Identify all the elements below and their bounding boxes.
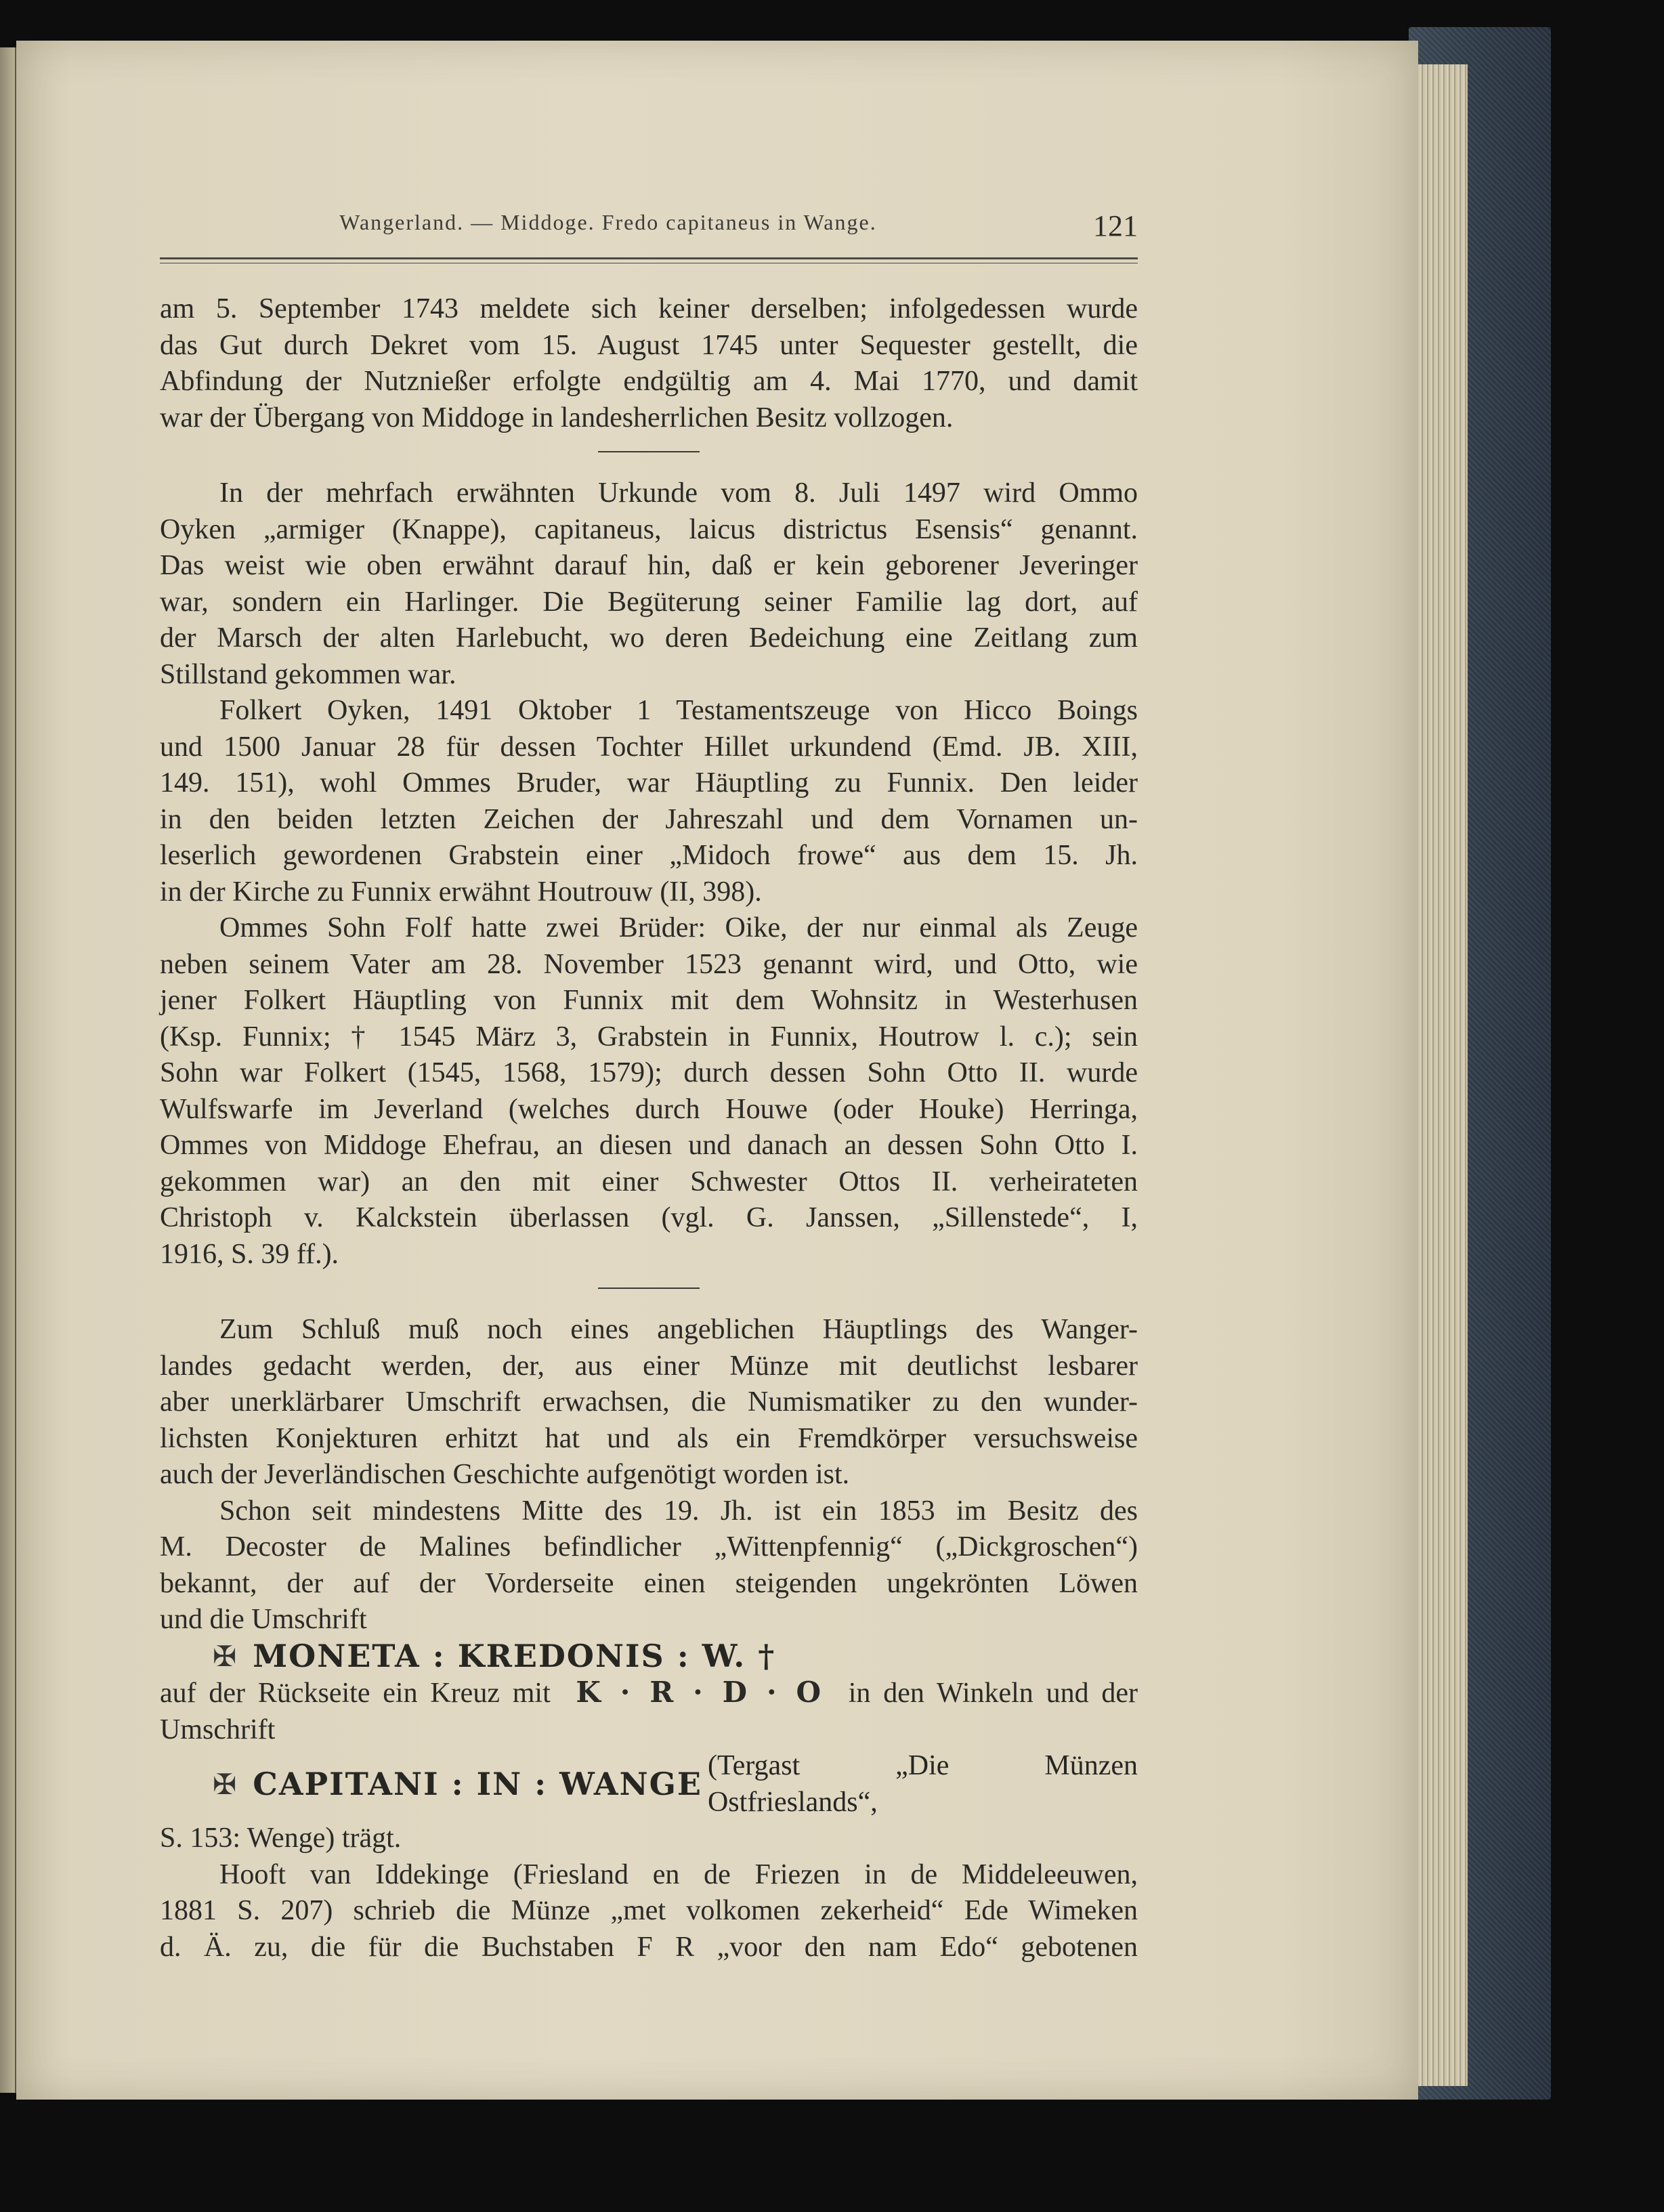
text-line: war, sondern ein Harlinger. Die Begüterung seiner Familie lag dort, auf <box>160 586 1138 618</box>
facing-page-edge <box>0 47 16 2093</box>
text-line: leserlich gewordenen Grabstein einer „Midoch frowe“ aus dem 15. Jh. <box>160 840 1138 871</box>
text-line: Hooft van Iddekinge (Friesland en de Friezen in de Middeleeuwen, <box>219 1858 1138 1890</box>
text-line: (Ksp. Funnix; † 1545 März 3, Grabstein in Funnix, Houtrow l. c.); sein <box>160 1021 1138 1052</box>
page-header <box>160 203 1138 259</box>
text-line: Christoph v. Kalckstein überlassen (vgl. G. Janssen, „Sillenstede“, I, <box>160 1202 1138 1233</box>
text-line: in der Kirche zu Funnix erwähnt Houtrouw (II, 398). <box>160 876 762 908</box>
text-line: M. Decoster de Malines befindlicher „Wittenpfennig“ („Dickgroschen“) <box>160 1531 1138 1562</box>
text-line: Stillstand gekommen war. <box>160 658 456 690</box>
text-line-reverse <box>160 1674 1138 1712</box>
scan-background <box>16 2100 1554 2212</box>
text-segment: auf der Rückseite ein Kreuz mit <box>160 1678 551 1709</box>
text-line: in den beiden letzten Zeichen der Jahreszahl und dem Vornamen un- <box>160 803 1138 835</box>
text-line: 1881 S. 207) schrieb die Münze „met volkomen zekerheid“ Ede Wimeken <box>160 1895 1138 1926</box>
text-line: landes gedacht werden, der, aus einer Münze mit deutlichst lesbarer <box>160 1350 1138 1382</box>
paragraph-4 <box>160 910 1138 1273</box>
paragraph-1 <box>160 291 1138 436</box>
section-divider <box>598 1288 700 1289</box>
running-head: Wangerland. — Middoge. Fredo capitaneus in Wange. <box>339 210 877 234</box>
paragraph-2 <box>160 475 1138 693</box>
text-line: Schon seit mindestens Mitte des 19. Jh. ist ein 1853 im Besitz des <box>219 1495 1138 1527</box>
cross-mark-icon: ✠ <box>213 1767 238 1801</box>
legend-tail-text: (Tergast „Die Münzen Ostfrieslands“, <box>707 1750 1138 1818</box>
page-number: 121 <box>1093 209 1138 242</box>
section-divider <box>598 451 700 452</box>
text-line: das Gut durch Dekret vom 15. August 1745 unter Sequester gestellt, die <box>160 329 1138 361</box>
text-line: am 5. September 1743 meldete sich keiner derselben; infolgedessen wurde <box>160 293 1138 324</box>
paragraph-9 <box>160 1857 1138 1966</box>
text-line: war der Übergang von Middoge in landesherrlichen Besitz vollzogen. <box>160 402 954 433</box>
legend-text: CAPITANI : IN : WANGE <box>253 1765 702 1802</box>
text-line: Ommes von Middoge Ehefrau, an diesen und danach an dessen Sohn Otto I. <box>160 1130 1138 1161</box>
text-line: neben seinem Vater am 28. November 1523 genannt wird, und Otto, wie <box>160 948 1138 980</box>
paragraph-5 <box>160 1312 1138 1493</box>
text-line: und die Umschrift <box>160 1604 367 1635</box>
cross-letters: K · R · D · O <box>576 1676 824 1709</box>
legend-text: MONETA : KREDONIS : W. † <box>253 1637 776 1674</box>
text-line: d. Ä. zu, die für die Buchstaben F R „voor den nam Edo“ gebotenen <box>160 1931 1138 1963</box>
text-line: gekommen war) an den mit einer Schwester Ottos II. verheirateten <box>160 1166 1138 1197</box>
text-line: 149. 151), wohl Ommes Bruder, war Häuptling zu Funnix. Den leider <box>160 767 1138 799</box>
text-line: S. 153: Wenge) trägt. <box>160 1823 402 1854</box>
text-line: Abfindung der Nutznießer erfolgte endgültig am 4. Mai 1770, und damit <box>160 366 1138 397</box>
text-line: Das weist wie oben erwähnt darauf hin, daß er kein geborener Jeveringer <box>160 550 1138 581</box>
text-line: Oyken „armiger (Knappe), capitaneus, laicus districtus Esensis“ genannt. <box>160 513 1138 545</box>
coin-legend-reverse <box>160 1748 1138 1821</box>
cross-mark-icon: ✠ <box>213 1639 238 1673</box>
text-line: Umschrift <box>160 1714 276 1745</box>
text-line: Sohn war Folkert (1545, 1568, 1579); durch dessen Sohn Otto II. wurde <box>160 1057 1138 1088</box>
text-segment: in den Winkeln und der <box>848 1678 1138 1709</box>
page-body <box>160 291 1138 1965</box>
text-line: der Marsch der alten Harlebucht, wo deren Bedeichung eine Zeitlang zum <box>160 622 1138 654</box>
text-line: auch der Jeverländischen Geschichte aufgenötigt worden ist. <box>160 1459 850 1490</box>
text-line: 1916, S. 39 ff.). <box>160 1238 339 1270</box>
text-line: In der mehrfach erwähnten Urkunde vom 8. Juli 1497 wird Ommo <box>219 477 1138 509</box>
coin-legend-obverse <box>160 1638 1138 1675</box>
text-line: bekannt, der auf der Vorderseite einen steigenden ungekrönten Löwen <box>160 1567 1138 1599</box>
text-line: jener Folkert Häuptling von Funnix mit dem Wohnsitz in Westerhusen <box>160 985 1138 1016</box>
paragraph-3 <box>160 693 1138 910</box>
text-line: Zum Schluß muß noch eines angeblichen Häuptlings des Wanger- <box>219 1314 1138 1345</box>
text-line: lichsten Konjekturen erhitzt hat und als ein Fremdkörper versuchsweise <box>160 1422 1138 1454</box>
text-line: Ommes Sohn Folf hatte zwei Brüder: Oike, der nur einmal als Zeuge <box>219 912 1138 943</box>
text-line: aber unerklärbarer Umschrift erwachsen, die Numismatiker zu den wunder- <box>160 1386 1138 1418</box>
text-line: Folkert Oyken, 1491 Oktober 1 Testamentszeuge von Hicco Boings <box>219 695 1138 726</box>
text-line: und 1500 Januar 28 für dessen Tochter Hillet urkundend (Emd. JB. XIII, <box>160 731 1138 763</box>
paragraph-6 <box>160 1493 1138 1638</box>
text-line: Wulfswarfe im Jeverland (welches durch Houwe (oder Houke) Herringa, <box>160 1093 1138 1125</box>
